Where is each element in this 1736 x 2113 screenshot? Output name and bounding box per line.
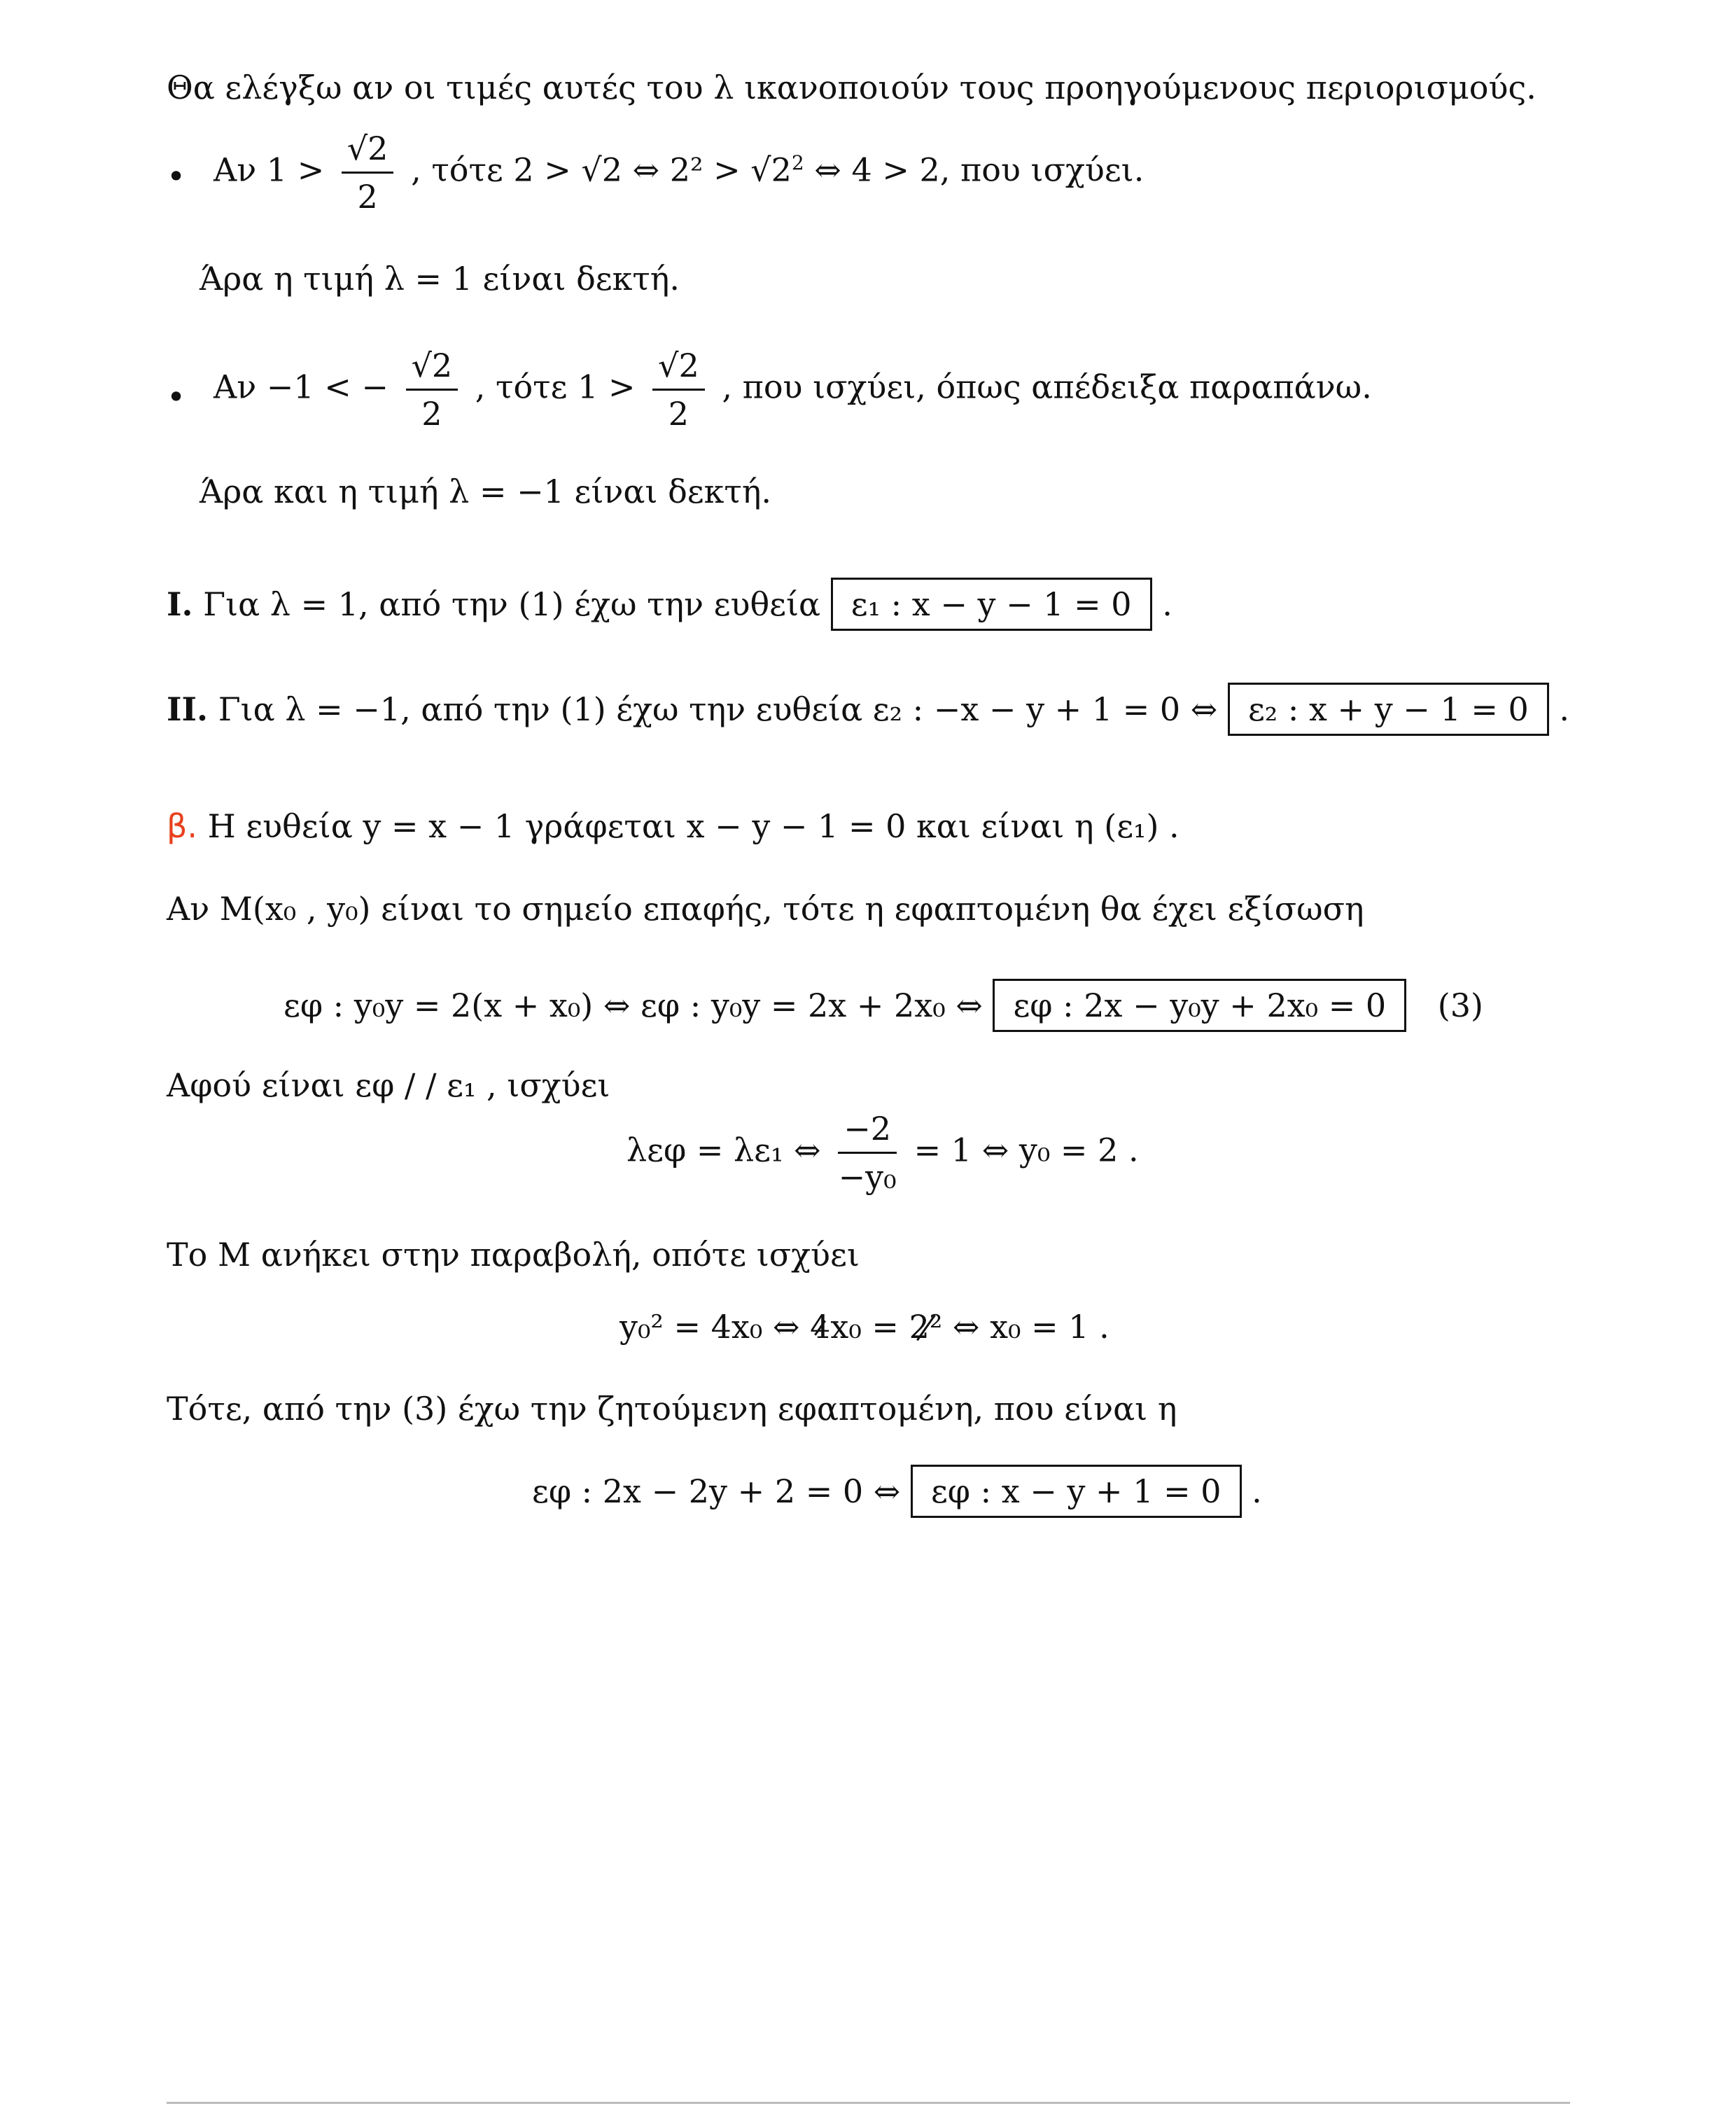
- sqrt2-over-2-fraction: [342, 130, 394, 216]
- case-1: [167, 578, 1172, 631]
- part-b-text: Η ευθεία y = x − 1 γράφεται x − y − 1 = 0 και είναι η (ε₁) .: [207, 807, 1180, 845]
- equation-tag-3: (3): [1437, 986, 1483, 1024]
- boxed-final-tangent: εφ : x − y + 1 = 0: [911, 1465, 1242, 1518]
- slope-fraction: [838, 1110, 897, 1196]
- bullet-2-text-a: Αν −1 < −: [214, 368, 388, 406]
- bullet-1-text-c: ⇔ 4 > 2, που ισχύει.: [804, 151, 1144, 189]
- case-2: [167, 683, 1569, 736]
- case-1-text: Για λ = 1, από την (1) έχω την ευθεία: [203, 585, 821, 623]
- final-equation: [532, 1465, 1262, 1518]
- case-2-text: Για λ = −1, από την (1) έχω την ευθεία ε₂ : −x − y + 1 = 0 ⇔: [218, 690, 1218, 728]
- footer-rule: [167, 2102, 1570, 2104]
- case-2-end: .: [1559, 690, 1570, 728]
- intro-text: Θα ελέγξω αν οι τιμές αυτές του λ ικανοποιούν τους προηγούμενους περιορισμούς.: [167, 69, 1536, 106]
- slope-equation: [626, 1110, 1139, 1196]
- part-b-label: β.: [167, 807, 197, 845]
- conclusion-1: Άρα η τιμή λ = 1 είναι δεκτή.: [200, 260, 680, 298]
- bullet-2-marker: •: [167, 378, 186, 416]
- fraction-numerator: −2: [838, 1110, 897, 1154]
- final-eq-left: εφ : 2x − 2y + 2 = 0 ⇔: [532, 1472, 901, 1510]
- bullet-1-marker: •: [167, 158, 186, 195]
- case-1-label: I.: [167, 585, 193, 623]
- slope-left: λεφ = λε₁ ⇔: [626, 1131, 821, 1169]
- bullet-2-text-b: , τότε 1 >: [475, 368, 636, 406]
- cancelled-factor: 2²: [909, 1306, 943, 1348]
- fraction-numerator: √2: [342, 130, 394, 174]
- bullet-1: [214, 130, 1144, 216]
- part-b: [167, 805, 1180, 847]
- parabola-eq-b: x₀ =: [830, 1308, 899, 1346]
- bullet-1-text-a: Αν 1 >: [214, 151, 325, 189]
- bullet-2-text-c: , που ισχύει, όπως απέδειξα παραπάνω.: [722, 368, 1372, 406]
- final-eq-end: .: [1252, 1472, 1262, 1510]
- parabola-eq-c: ⇔ x₀ = 1 .: [952, 1308, 1110, 1346]
- sqrt2-over-2-fraction: [652, 347, 705, 433]
- parallel-text: Αφού είναι εφ / / ε₁ , ισχύει: [167, 1066, 610, 1104]
- fraction-denominator: −y₀: [838, 1158, 897, 1196]
- fraction-denominator: 2: [668, 395, 690, 433]
- fraction-denominator: 2: [357, 178, 378, 216]
- fraction-denominator: 2: [421, 395, 442, 433]
- boxed-tangent-equation: εφ : 2x − y₀y + 2x₀ = 0: [993, 979, 1406, 1032]
- bullet-1-exponent: 2: [791, 151, 804, 175]
- boxed-answer-e1: ε₁ : x − y − 1 = 0: [831, 578, 1152, 631]
- equation-3-left: εφ : y₀y = 2(x + x₀) ⇔ εφ : y₀y = 2x + 2x₀ ⇔: [284, 986, 983, 1024]
- bullet-2: [214, 347, 1372, 433]
- fraction-numerator: √2: [652, 347, 705, 391]
- parabola-text: Το M ανήκει στην παραβολή, οπότε ισχύει: [167, 1236, 860, 1274]
- equation-3: [284, 979, 1483, 1032]
- parabola-equation: [620, 1306, 1110, 1348]
- bullet-1-text-b: , τότε 2 > √2 ⇔ 2² > √2: [411, 151, 792, 189]
- final-text: Τότε, από την (3) έχω την ζητούμενη εφαπτομένη, που είναι η: [167, 1390, 1177, 1428]
- tangent-intro: Αν M(x₀ , y₀) είναι το σημείο επαφής, τότε η εφαπτομένη θα έχει εξίσωση: [167, 890, 1364, 928]
- sqrt2-over-2-fraction: [406, 347, 458, 433]
- parabola-eq-a: y₀² = 4x₀ ⇔: [620, 1308, 800, 1346]
- boxed-answer-e2: ε₂ : x + y − 1 = 0: [1228, 683, 1549, 736]
- slope-right: = 1 ⇔ y₀ = 2 .: [913, 1131, 1139, 1169]
- fraction-numerator: √2: [406, 347, 458, 391]
- case-1-end: .: [1162, 585, 1172, 623]
- cancelled-factor: 4: [810, 1306, 830, 1348]
- case-2-label: II.: [167, 690, 209, 728]
- conclusion-2: Άρα και η τιμή λ = −1 είναι δεκτή.: [200, 473, 771, 510]
